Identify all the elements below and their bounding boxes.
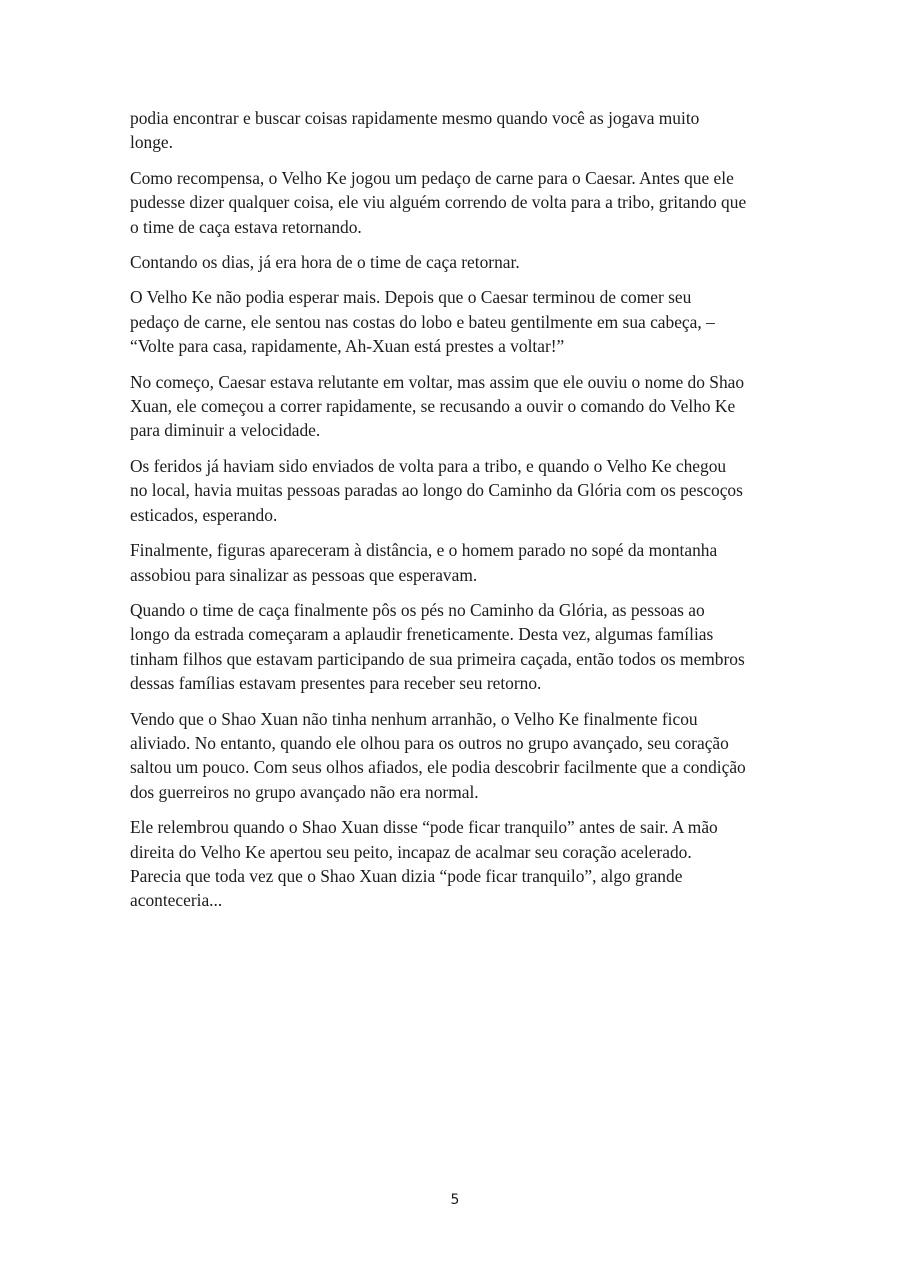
paragraph: Ele relembrou quando o Shao Xuan disse “pode ficar tranquilo” antes de sair. A mão direita do Velho Ke apertou seu peito, incapaz de acalmar seu coração acelerado. Parecia que toda vez que o Shao Xuan dizia “pode ficar tranquilo”, algo grande aconteceria... [130,817,718,911]
paragraph: O Velho Ke não podia esperar mais. Depois que o Caesar terminou de comer seu pedaço de carne, ele sentou nas costas do lobo e bateu gentilmente em sua cabeça, – “Volte para casa, rapidamente, Ah-Xuan está prestes a voltar!” [130,287,715,357]
paragraph: podia encontrar e buscar coisas rapidamente mesmo quando você as jogava muito longe. [130,108,700,153]
body-text [130,106,785,924]
paragraph: Vendo que o Shao Xuan não tinha nenhum arranhão, o Velho Ke finalmente ficou aliviado. No entanto, quando ele olhou para os outros no grupo avançado, seu coração saltou um pouco. Com seus olhos afiados, ele podia descobrir facilmente que a condição dos guerreiros no grupo avançado não era normal. [130,708,746,802]
paragraph: Quando o time de caça finalmente pôs os pés no Caminho da Glória, as pessoas ao longo da estrada começaram a aplaudir freneticamente. Desta vez, algumas famílias tinham filhos que estavam participando de sua primeira caçada, então todos os membros dessas famílias estavam presentes para receber seu retorno. [130,599,745,694]
paragraph: Os feridos já haviam sido enviados de volta para a tribo, e quando o Velho Ke chegou no local, havia muitas pessoas paradas ao longo do Caminho da Glória com os pescoços esticados, esperando. [130,455,743,525]
paragraph: No começo, Caesar estava relutante em voltar, mas assim que ele ouviu o nome do Shao Xuan, ele começou a correr rapidamente, se recusando a ouvir o comando do Velho Ke para diminuir a velocidade. [130,371,745,441]
page-number: 5 [450,1192,460,1208]
paragraph: Contando os dias, já era hora de o time de caça retornar. [130,252,520,273]
paragraph: Como recompensa, o Velho Ke jogou um pedaço de carne para o Caesar. Antes que ele pudesse dizer qualquer coisa, ele viu alguém correndo de volta para a tribo, gritando que o time de caça estava retornando. [130,167,747,237]
paragraph: Finalmente, figuras apareceram à distância, e o homem parado no sopé da montanha assobiou para sinalizar as pessoas que esperavam. [130,540,718,585]
